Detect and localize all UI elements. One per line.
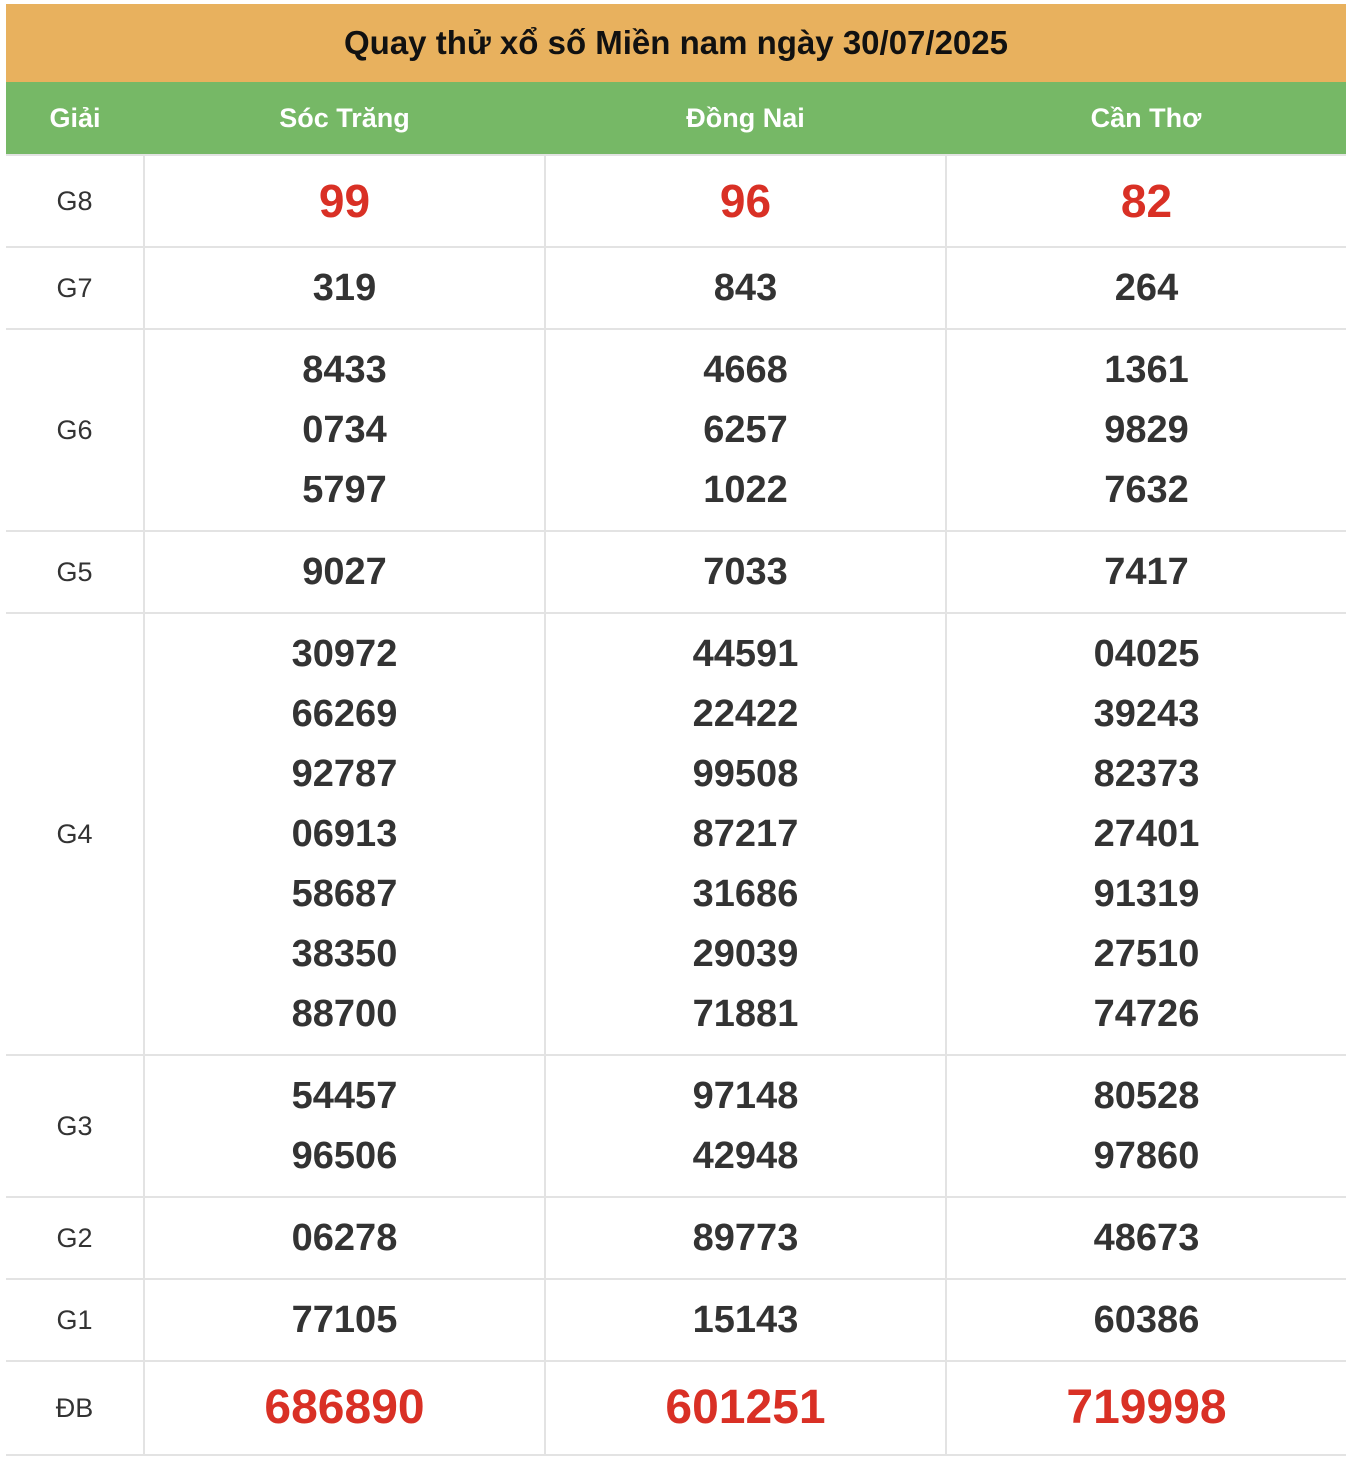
result-number: 92787	[291, 753, 398, 795]
result-number: 27510	[1093, 933, 1200, 975]
result-cell-can-tho	[946, 329, 1346, 531]
result-cell-soc-trang	[144, 613, 545, 1055]
result-number: 39243	[1093, 693, 1200, 735]
prize-label: G1	[6, 1279, 144, 1361]
result-cell-soc-trang	[144, 247, 545, 329]
prize-label: ĐB	[6, 1361, 144, 1455]
result-number: 30972	[291, 633, 398, 675]
result-number: 71881	[692, 993, 799, 1035]
result-number: 42948	[692, 1135, 799, 1177]
result-number: 6257	[703, 409, 788, 451]
result-cell-dong-nai	[545, 1279, 946, 1361]
result-number: 06913	[291, 813, 398, 855]
result-cell-dong-nai	[545, 155, 946, 247]
prize-label: G7	[6, 247, 144, 329]
prize-label: G3	[6, 1055, 144, 1197]
result-number: 54457	[291, 1075, 398, 1117]
result-number: 58687	[291, 873, 398, 915]
header-province-can-tho[interactable]: Cần Thơ	[946, 82, 1346, 155]
result-cell-soc-trang	[144, 1055, 545, 1197]
result-cell-soc-trang	[144, 1361, 545, 1455]
table-row	[6, 531, 1346, 613]
lottery-results-panel	[6, 4, 1346, 1456]
result-number: 264	[1114, 267, 1179, 309]
result-number: 99	[318, 175, 371, 227]
table-row	[6, 329, 1346, 531]
result-number: 96	[719, 175, 772, 227]
prize-label: G6	[6, 329, 144, 531]
result-number: 77105	[291, 1299, 398, 1341]
result-cell-can-tho	[946, 247, 1346, 329]
result-number: 22422	[692, 693, 799, 735]
prize-label: G4	[6, 613, 144, 1055]
result-number: 91319	[1093, 873, 1200, 915]
result-cell-soc-trang	[144, 1197, 545, 1279]
result-cell-soc-trang	[144, 531, 545, 613]
result-number: 48673	[1093, 1217, 1200, 1259]
page-title: Quay thử xổ số Miền nam ngày 30/07/2025	[344, 24, 1008, 61]
result-number: 9829	[1104, 409, 1189, 451]
result-number: 96506	[291, 1135, 398, 1177]
result-cell-dong-nai	[545, 247, 946, 329]
result-number: 843	[713, 267, 778, 309]
result-number: 66269	[291, 693, 398, 735]
result-number: 60386	[1093, 1299, 1200, 1341]
result-number: 4668	[703, 349, 788, 391]
result-number: 82373	[1093, 753, 1200, 795]
result-cell-can-tho	[946, 1279, 1346, 1361]
table-row	[6, 247, 1346, 329]
result-number: 97148	[692, 1075, 799, 1117]
result-number: 5797	[302, 469, 387, 511]
table-row	[6, 155, 1346, 247]
result-cell-can-tho	[946, 613, 1346, 1055]
result-number: 29039	[692, 933, 799, 975]
result-cell-dong-nai	[545, 1197, 946, 1279]
result-number: 82	[1120, 175, 1173, 227]
result-number: 0734	[302, 409, 387, 451]
result-number: 38350	[291, 933, 398, 975]
result-cell-dong-nai	[545, 1361, 946, 1455]
result-number: 8433	[302, 349, 387, 391]
result-number: 719998	[1066, 1381, 1227, 1434]
result-number: 27401	[1093, 813, 1200, 855]
header-prize: Giải	[6, 82, 144, 155]
result-number: 319	[312, 267, 377, 309]
result-number: 1022	[703, 469, 788, 511]
result-number: 87217	[692, 813, 799, 855]
prize-label: G2	[6, 1197, 144, 1279]
result-number: 15143	[692, 1299, 799, 1341]
table-row	[6, 613, 1346, 1055]
results-table	[6, 82, 1346, 1456]
result-cell-soc-trang	[144, 329, 545, 531]
result-number: 7632	[1104, 469, 1189, 511]
header-province-soc-trang[interactable]: Sóc Trăng	[144, 82, 545, 155]
result-number: 04025	[1093, 633, 1200, 675]
result-number: 7417	[1104, 551, 1189, 593]
table-row	[6, 1279, 1346, 1361]
table-row	[6, 1197, 1346, 1279]
result-number: 9027	[302, 551, 387, 593]
result-number: 601251	[665, 1381, 826, 1434]
result-cell-dong-nai	[545, 531, 946, 613]
result-cell-soc-trang	[144, 1279, 545, 1361]
result-number: 44591	[692, 633, 799, 675]
result-cell-dong-nai	[545, 1055, 946, 1197]
result-number: 1361	[1104, 349, 1189, 391]
result-cell-dong-nai	[545, 613, 946, 1055]
result-number: 80528	[1093, 1075, 1200, 1117]
table-header-row	[6, 82, 1346, 155]
title-bar	[6, 4, 1346, 82]
table-row	[6, 1361, 1346, 1455]
result-number: 7033	[703, 551, 788, 593]
header-province-dong-nai[interactable]: Đồng Nai	[545, 82, 946, 155]
result-cell-can-tho	[946, 155, 1346, 247]
result-number: 74726	[1093, 993, 1200, 1035]
result-number: 686890	[264, 1381, 425, 1434]
result-cell-dong-nai	[545, 329, 946, 531]
result-number: 06278	[291, 1217, 398, 1259]
result-number: 88700	[291, 993, 398, 1035]
result-cell-can-tho	[946, 1197, 1346, 1279]
result-cell-can-tho	[946, 1055, 1346, 1197]
prize-label: G5	[6, 531, 144, 613]
result-number: 89773	[692, 1217, 799, 1259]
prize-label: G8	[6, 155, 144, 247]
result-number: 31686	[692, 873, 799, 915]
table-row	[6, 1055, 1346, 1197]
result-cell-can-tho	[946, 531, 1346, 613]
result-cell-can-tho	[946, 1361, 1346, 1455]
result-number: 97860	[1093, 1135, 1200, 1177]
result-number: 99508	[692, 753, 799, 795]
result-cell-soc-trang	[144, 155, 545, 247]
results-body	[6, 155, 1346, 1455]
